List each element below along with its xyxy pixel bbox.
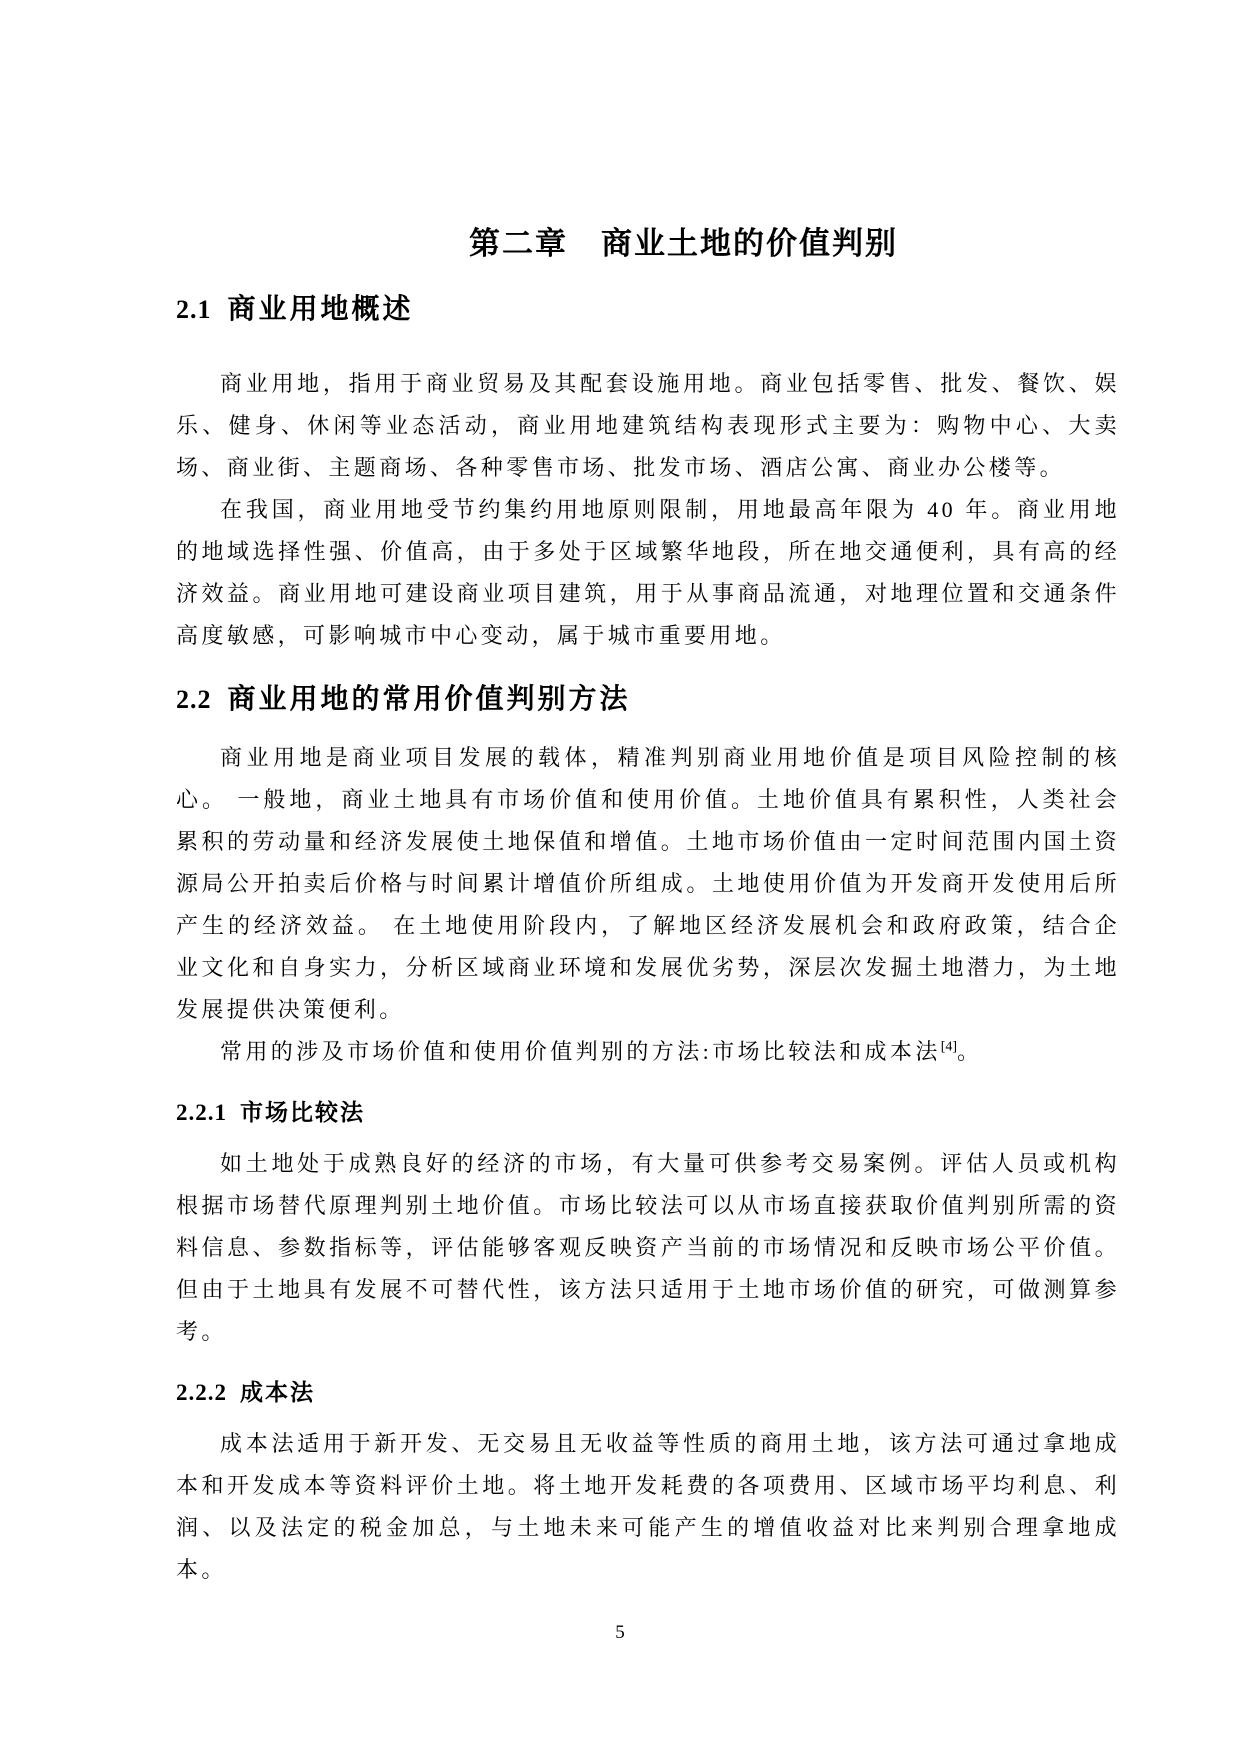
chapter-title: 第二章 商业土地的价值判别 — [469, 226, 898, 261]
section-2-2-1-number: 2.2.1 — [176, 1100, 227, 1125]
section-2-2-title: 商业用地的常用价值判别方法 — [227, 684, 631, 715]
paragraph-2-1-overview: 商业用地，指用于商业贸易及其配套设施用地。商业包括零售、批发、餐饮、娱乐、健身、休闲等业态活动，商业用地建筑结构表现形式主要为：购物中心、大卖场、商业街、主题商场、各种零售市场、批发市场、酒店公寓、商业办公楼等。 — [176, 371, 1120, 480]
section-2-2-heading — [176, 680, 1120, 720]
paragraph-2-2-methods-with-citation — [176, 1031, 1120, 1073]
page-number: 5 — [615, 1622, 625, 1643]
section-2-2-2-number: 2.2.2 — [176, 1380, 227, 1405]
section-2-2-2-title: 成本法 — [240, 1380, 315, 1405]
section-2-1-number: 2.1 — [176, 295, 212, 324]
paragraph-2-2-1-market-comparison: 如土地处于成熟良好的经济的市场，有大量可供参考交易案例。评估人员或机构根据市场替代原理判别土地价值。市场比较法可以从市场直接获取价值判别所需的资料信息、参数指标等，评估能够客观反映资产当前的市场情况和反映市场公平价值。但由于土地具有发展不可替代性，该方法只适用于土地市场价值的研究，可做测算参考。 — [176, 1151, 1120, 1344]
section-2-1-heading — [176, 290, 1120, 330]
citation-line-tail: 。 — [957, 1039, 983, 1064]
section-2-2-1-heading — [176, 1097, 1120, 1129]
section-2-2-number: 2.2 — [176, 685, 212, 714]
paragraph-2-2-value-carrier: 商业用地是商业项目发展的载体，精准判别商业用地价值是项目风险控制的核心。 一般地，商业土地具有市场价值和使用价值。土地价值具有累积性，人类社会累积的劳动量和经济发展使土地保值和增值。土地市场价值由一定时间范围内国土资源局公开拍卖后价格与时间累计增值价所组成。土地使用价值为开发商开发使用后所产生的经济效益。 在土地使用阶段内，了解地区经济发展机会和政府政策，结合企业文化和自身实力，分析区域商业环境和发展优劣势，深层次发掘土地潜力，为土地发展提供决策便利。 — [176, 745, 1120, 1022]
section-2-2-2-heading — [176, 1377, 1120, 1409]
paragraph-2-1-restrictions: 在我国，商业用地受节约集约用地原则限制，用地最高年限为 40 年。商业用地的地域选择性强、价值高，由于多处于区域繁华地段，所在地交通便利，具有高的经济效益。商业用地可建设商业项目建筑，用于从事商品流通，对地理位置和交通条件高度敏感，可影响城市中心变动，属于城市重要用地。 — [176, 497, 1120, 648]
section-2-1-title: 商业用地概述 — [227, 294, 414, 325]
citation-line-text: 常用的涉及市场价值和使用价值判别的方法:市场比较法和成本法 — [220, 1039, 941, 1064]
paragraph-2-2-2-cost-method: 成本法适用于新开发、无交易且无收益等性质的商用土地，该方法可通过拿地成本和开发成本等资料评价土地。将土地开发耗费的各项费用、区域市场平均利息、利润、以及法定的税金加总，与土地未来可能产生的增值收益对比来判别合理拿地成本。 — [176, 1431, 1120, 1582]
section-2-2-1-title: 市场比较法 — [240, 1100, 365, 1125]
citation-marker: [4] — [940, 1039, 958, 1055]
